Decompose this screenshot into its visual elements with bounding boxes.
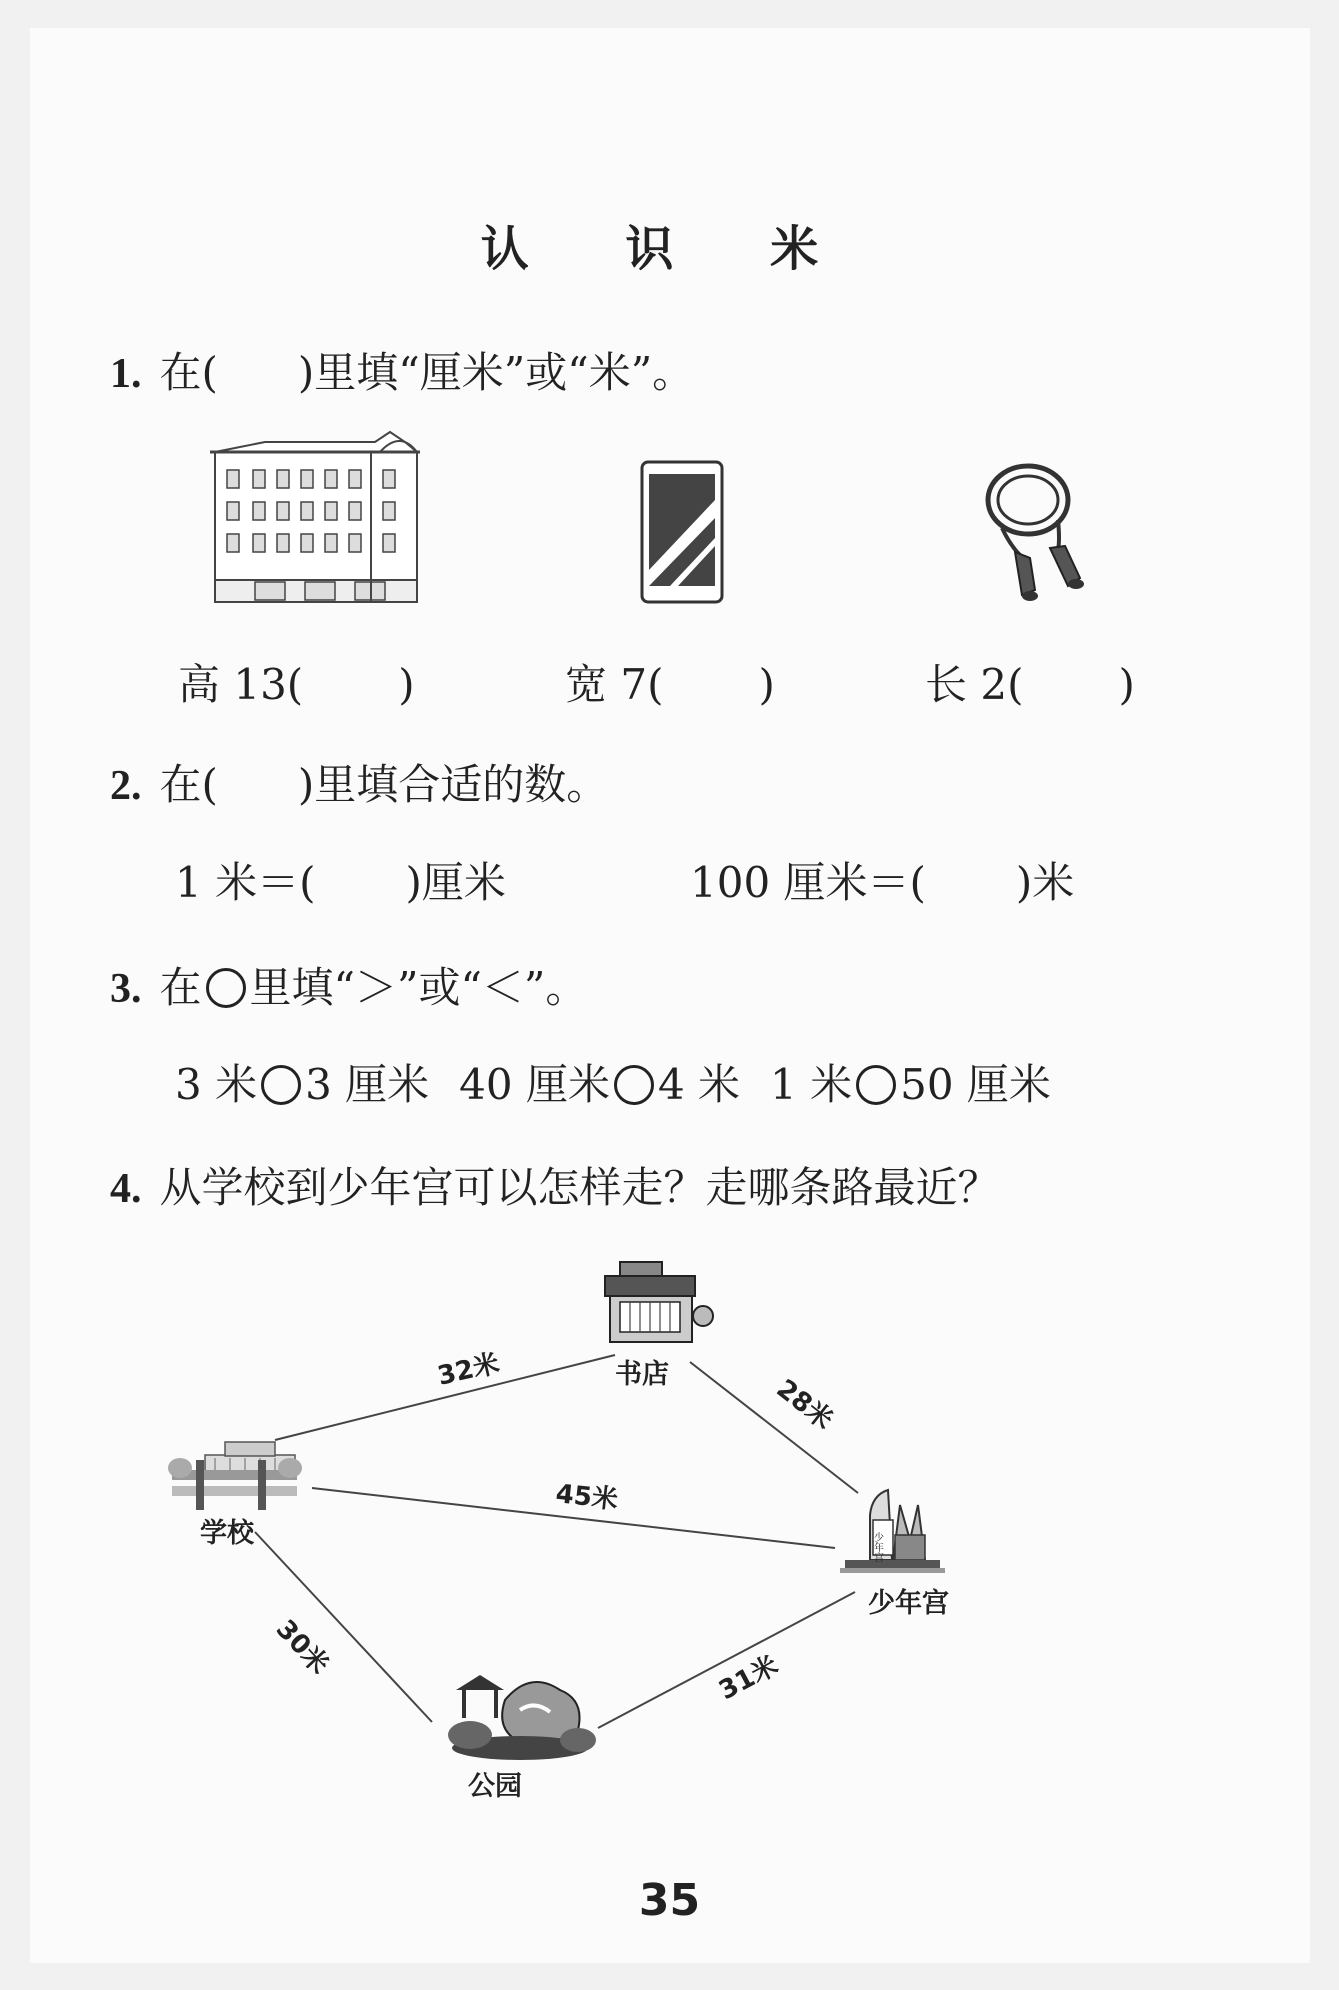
item-left: 1 米＝( bbox=[175, 858, 316, 907]
question-number: 2. bbox=[110, 763, 142, 809]
park-icon bbox=[448, 1675, 596, 1760]
item-label: 长 2( bbox=[925, 660, 1024, 709]
school-icon bbox=[168, 1442, 302, 1510]
bookstore-icon bbox=[605, 1262, 713, 1342]
item-right: )米 bbox=[1015, 858, 1075, 907]
question-number: 3. bbox=[110, 966, 142, 1012]
youth-palace-icon bbox=[840, 1490, 945, 1573]
distance-label: 30米 bbox=[269, 1614, 335, 1681]
page-title: 认 识 米 bbox=[480, 221, 859, 277]
question-number: 4. bbox=[110, 1166, 142, 1212]
question-text-before: 在 bbox=[159, 963, 202, 1012]
item-left: 100 厘米＝( bbox=[690, 858, 926, 907]
item-left: 3 米 bbox=[175, 1060, 258, 1109]
question-text-after: 里填“＞”或“＜”。 bbox=[249, 963, 588, 1012]
question-text-after: )里填“厘米”或“米”。 bbox=[297, 348, 695, 397]
distance-label: 45米 bbox=[554, 1479, 620, 1516]
item-close-paren: ) bbox=[758, 660, 775, 709]
item-right: 50 厘米 bbox=[900, 1060, 1051, 1109]
item-right: 4 米 bbox=[657, 1060, 741, 1109]
item-right: )厘米 bbox=[405, 858, 506, 907]
item-left: 1 米 bbox=[770, 1060, 853, 1109]
item-close-paren: ) bbox=[1118, 660, 1135, 709]
item-right: 3 厘米 bbox=[305, 1060, 430, 1109]
page-number: 35 bbox=[638, 1875, 701, 1926]
distance-label: 32米 bbox=[434, 1348, 503, 1392]
road-bookstore-youth-palace bbox=[690, 1362, 858, 1493]
question-text-before: 在( bbox=[159, 760, 218, 809]
item-label: 宽 7( bbox=[565, 660, 664, 709]
road-park-youth-palace bbox=[598, 1592, 855, 1728]
distance-label: 31米 bbox=[714, 1650, 784, 1707]
question-text-after: )里填合适的数。 bbox=[297, 760, 609, 809]
question-number: 1. bbox=[110, 351, 142, 397]
item-label: 高 13( bbox=[178, 660, 304, 709]
item-close-paren: ) bbox=[398, 660, 415, 709]
place-label-school: 学校 bbox=[200, 1518, 254, 1549]
place-label-bookstore: 书店 bbox=[615, 1359, 669, 1390]
place-label-park: 公园 bbox=[468, 1771, 522, 1802]
place-label-youth-palace: 少年宫 bbox=[868, 1588, 949, 1619]
youth-palace-sign: 少年宫 bbox=[871, 1532, 883, 1562]
distance-label: 28米 bbox=[770, 1373, 839, 1436]
item-left: 40 厘米 bbox=[459, 1060, 610, 1109]
question-text: 从学校到少年宫可以怎样走？走哪条路最近？ bbox=[159, 1163, 1000, 1212]
question-text-before: 在( bbox=[159, 348, 218, 397]
